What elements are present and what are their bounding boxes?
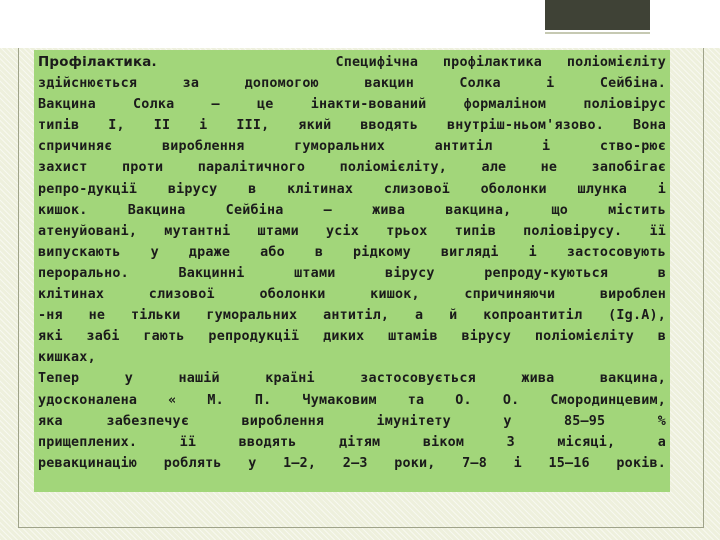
text-line: репро-дукції вірусу в клітинах слизової оболонки шлунка і [38, 181, 666, 197]
text-line: перорально. Вакцинні штами вірусу репроду-куються в [38, 265, 666, 281]
text-line: клітинах слизової оболонки кишок, спричиняючи вироблен [38, 287, 666, 303]
text-line: атенуйовані, мутантні штами усіх трьох типів поліовірусу. її [38, 223, 666, 239]
text-line: Тепер у нашій країні застосовується жива вакцина, [38, 371, 666, 387]
text-line: типів I, II і III, який вводять внутріш-ньом'язово. Вона [38, 118, 666, 134]
text-line: яка забезпечує вироблення імунітету у 85—95 % [38, 413, 666, 429]
text-line: захист проти паралітичного поліомієліту, але не запобігає [38, 160, 666, 176]
heading: Профілактика. [38, 55, 157, 70]
text-line: які забі гають репродукції диких штамів вірусу поліомієліту в [38, 329, 666, 345]
text-line: ревакцинацію роблять у 1—2, 2—3 роки, 7—8 і 15—16 років. [38, 455, 666, 471]
text-line: кишок. Вакцина Сейбіна — жива вакцина, що містить [38, 202, 666, 218]
title-accent-line [545, 32, 650, 34]
text-line: спричиняє вироблення гуморальних антитіл і ство-рює [38, 139, 666, 155]
text-line: випускають у драже або в рідкому вигляді і застосовують [38, 244, 666, 260]
body-text [38, 52, 666, 474]
text-line: кишках, [38, 350, 96, 366]
text-line: Специфічна профілактика поліомієліту [335, 55, 666, 70]
text-line: Вакцина Солка — це інакти-вований формаліном поліовірус [38, 97, 666, 113]
text-line: -ня не тільки гуморальних антитіл, а й копроантитіл (Ig.A), [38, 308, 666, 324]
content-box [34, 50, 670, 492]
text-line: прищеплених. її вводять дітям віком 3 місяці, а [38, 434, 666, 450]
first-line [38, 52, 666, 73]
title-accent-bar [545, 0, 650, 30]
text-line: удосконалена « М. П. Чумаковим та О. О. Смородинцевим, [38, 392, 666, 408]
text-line: здійснюється за допомогою вакцин Солка і Сейбіна. [38, 76, 666, 92]
